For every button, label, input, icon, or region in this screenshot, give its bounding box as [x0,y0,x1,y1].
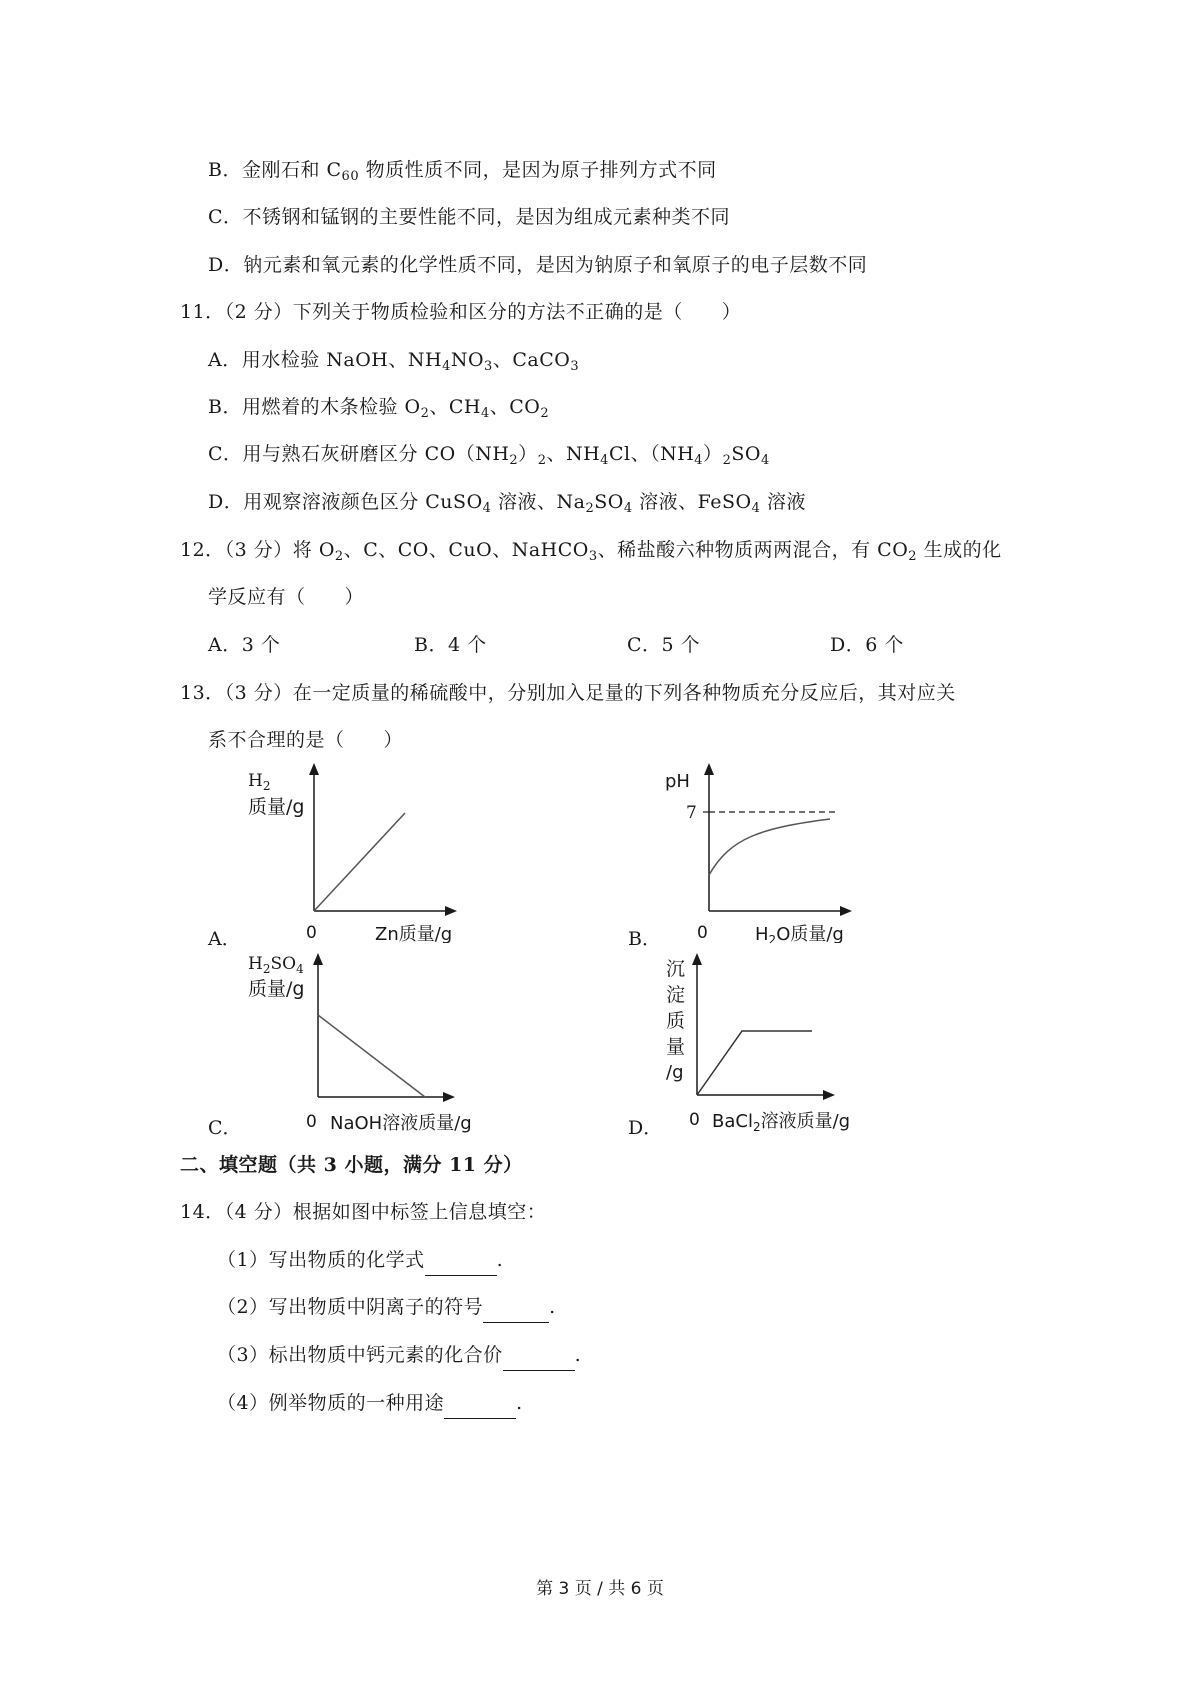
q11-option-a: A．用水检验 NaOH、$NH_4NO_3$、CaCO$_3$ [208,349,580,374]
graph-d-origin: 0 [689,1110,700,1130]
q13-option-d-label: D． [628,1117,663,1139]
q12-option-c: C．5 个 [627,634,701,656]
q14-answer-blank-3[interactable] [503,1344,575,1371]
graph-c-origin: 0 [306,1112,317,1132]
graph-a-x-arrow [445,906,457,916]
graph-b-tick-label: 7 [686,803,697,823]
graph-c-y-arrow [313,953,323,965]
graph-b-origin: 0 [697,923,708,943]
section-2-title: 二、填空题（共 3 小题，满分 11 分） [180,1154,523,1176]
graph-b-y-arrow [704,763,714,775]
graph-d-line [697,1031,812,1095]
q11-option-c: C．用与熟石灰研磨区分 $CO(NH_2)_2$、$NH_4Cl$、$(NH_4)_2SO_4$ [208,443,770,468]
graph-c-line [318,1015,425,1097]
q10-option-c: C．不锈钢和锰钢的主要性能不同，是因为组成元素种类不同 [208,206,731,228]
graph-b-curve [709,819,830,875]
graph-c-ylabel-top: $H_2SO_4$ [248,954,304,976]
q11-option-b: B．用燃着的木条检验 $O_2$、$CH_4$、$CO_2$ [208,396,550,421]
graph-c-xlabel: NaOH溶液质量/g [330,1113,472,1134]
q14-stem: 14．（4 分）根据如图中标签上信息填空： [180,1201,547,1223]
q14-item-3: （3）标出物质中钙元素的化合价 . [217,1342,581,1371]
graph-d [650,953,890,1138]
graph-a-ylabel-top: $H_2$ [248,771,271,793]
q12-option-d: D．6 个 [830,634,904,656]
q14-answer-blank-4[interactable] [444,1392,516,1419]
q10-option-b: B．金刚石和 $C_{60}$ 物质性质不同，是因为原子排列方式不同 [208,159,717,184]
graph-d-xlabel: BaCl$_2$溶液质量/g [712,1111,851,1134]
graph-b [650,763,870,943]
graph-a-ylabel-bottom: 质量/g [248,796,305,818]
graph-a-xlabel: Zn质量/g [375,924,453,943]
q12-stem-line1: 12．（3 分）将 $O_2$、C、CO、CuO、NaHCO$_3$、稀盐酸六种物质两两混合，有 $CO_2$ 生成的化 [180,539,1002,564]
graph-d-x-arrow [823,1090,835,1100]
q14-item-1: （1）写出物质的化学式 . [217,1247,503,1276]
q12-stem-line2: 学反应有（ ） [208,586,365,608]
graph-a [230,763,470,943]
graph-b-x-arrow [840,906,852,916]
graph-a-y-arrow [309,763,319,775]
graph-b-xlabel: $H_2O$质量/g [755,924,844,943]
q14-answer-blank-2[interactable] [483,1296,549,1323]
graph-d-ylabel-char-2: 淀 [666,984,686,1006]
page-footer: 第 3 页 / 共 6 页 [536,1579,664,1599]
graph-d-ylabel-char-3: 质 [666,1010,686,1032]
graph-c-x-arrow [443,1092,455,1102]
graph-a-line [314,813,405,911]
q14-item-4: （4）例举物质的一种用途 . [217,1390,523,1419]
q11-option-d: D．用观察溶液颜色区分 CuSO$_4$ 溶液、$Na_2SO_4$ 溶液、FeSO$_4$ 溶液 [208,491,806,516]
graph-d-ylabel-char-4: 量 [666,1036,686,1058]
graph-c-ylabel-bottom: 质量/g [248,978,305,1000]
graph-c [230,953,500,1138]
q14-answer-blank-1[interactable] [425,1249,497,1276]
q10-option-d: D．钠元素和氧元素的化学性质不同，是因为钠原子和氧原子的电子层数不同 [208,254,868,276]
q14-item-2: （2）写出物质中阴离子的符号 . [217,1294,556,1323]
q13-stem-line2: 系不合理的是（ ） [208,729,404,751]
graph-a-origin: 0 [306,923,317,943]
q12-option-a: A．3 个 [208,634,281,656]
q13-stem-line1: 13．（3 分）在一定质量的稀硫酸中，分别加入足量的下列各种物质充分反应后，其对应关 [180,682,956,704]
q11-stem: 11．（2 分）下列关于物质检验和区分的方法不正确的是（ ） [180,301,742,323]
graph-d-ylabel-unit: /g [666,1062,684,1083]
q13-option-c-label: C． [208,1117,242,1139]
graph-b-ylabel: pH [665,771,690,792]
q13-option-b-label: B． [628,928,661,950]
graph-d-ylabel-char-1: 沉 [666,958,686,980]
q12-option-b: B．4 个 [414,634,487,656]
q13-option-a-label: A． [208,928,241,950]
graph-d-y-arrow [692,953,702,965]
